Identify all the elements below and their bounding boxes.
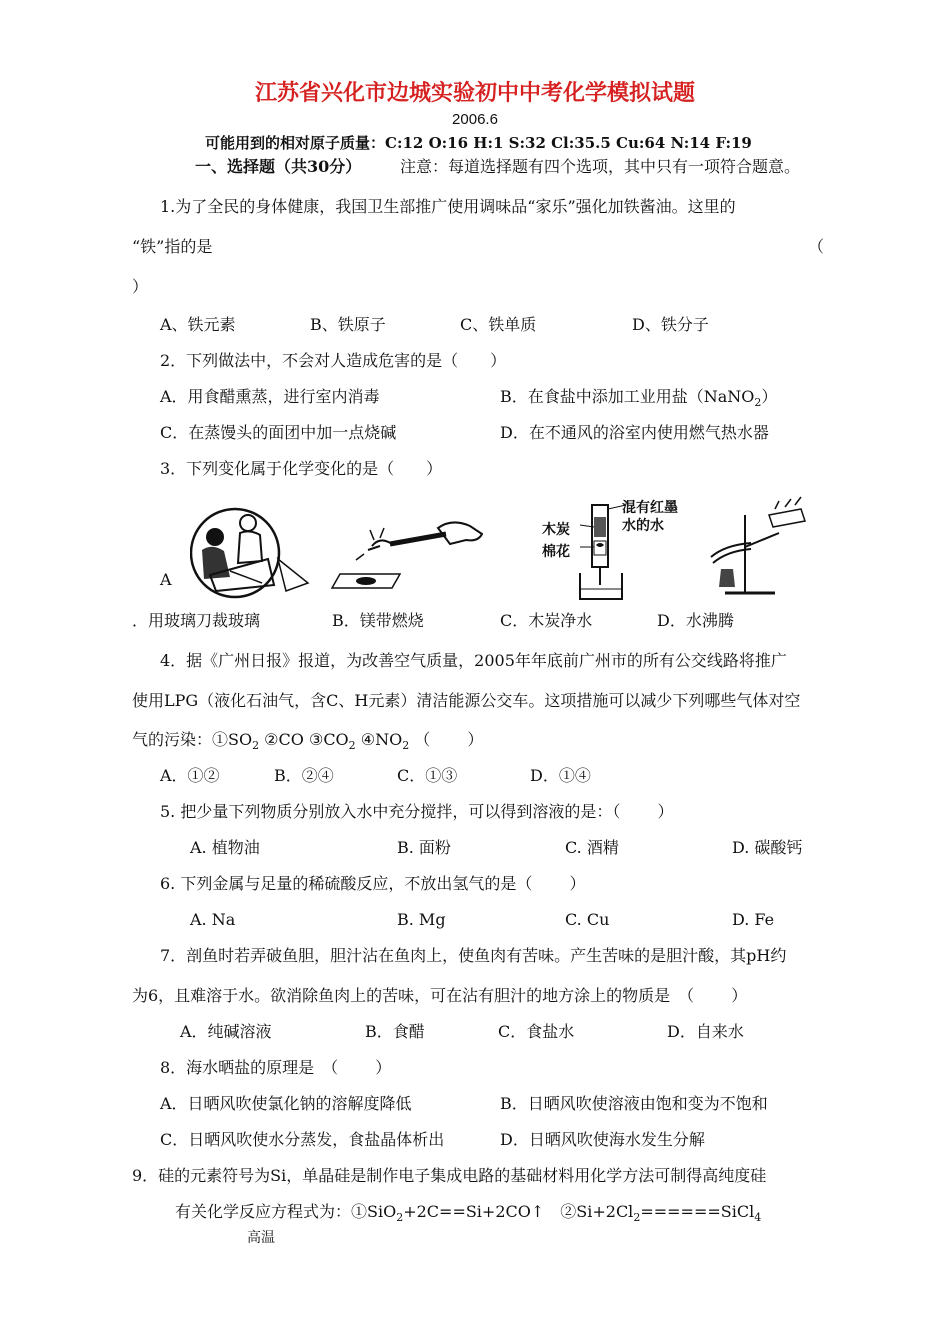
q4-line1: 4．据《广州日报》报道，为改善空气质量，2005年年底前广州市的所有公交线路将推广 [160, 651, 787, 670]
q4-line3-d: （ ） [409, 730, 484, 749]
q8-option-b: B．日晒风吹使溶液由饱和变为不饱和 [500, 1094, 768, 1113]
q7-option-c: C．食盐水 [498, 1022, 575, 1041]
q7-option-b: B．食醋 [365, 1022, 425, 1041]
fig-label-ink-water-1: 混有红墨 [622, 500, 678, 516]
q9-eq-a: 有关化学反应方程式为：①SiO [175, 1202, 397, 1221]
q4-option-c: C．①③ [397, 766, 458, 785]
q3-option-b: B．镁带燃烧 [332, 611, 424, 630]
q2-option-d: D．在不通风的浴室内使用燃气热水器 [500, 423, 769, 442]
q6-stem: 6. 下列金属与足量的稀硫酸反应，不放出氢气的是（ ） [160, 874, 586, 893]
q4-sub-so2: 2 [252, 739, 260, 753]
q5-option-c: C. 酒精 [565, 838, 619, 857]
section-note: 注意：每道选择题有四个选项，其中只有一项符合题意。 [400, 157, 801, 176]
q6-option-a: A. Na [190, 910, 236, 929]
q7-line1: 7．剖鱼时若弄破鱼胆，胆汁沾在鱼肉上，使鱼肉有苦味。产生苦味的是胆汁酸，其pH约 [160, 946, 787, 965]
q4-sub-co2: 2 [348, 739, 356, 753]
glass-cutting-figure [190, 495, 310, 600]
q2-b-sub: 2 [754, 396, 762, 410]
fig-label-cotton: 棉花 [542, 544, 570, 560]
q8-option-d: D．日晒风吹使海水发生分解 [500, 1130, 705, 1149]
q9-condition: 高温 [247, 1230, 275, 1246]
boiling-water-figure [705, 495, 815, 600]
atomic-masses: 可能用到的相对原子质量：C:12 O:16 H:1 S:32 Cl:35.5 Cu:64 N:14 F:19 [205, 134, 752, 152]
q1-line2: “铁”指的是 [132, 237, 213, 256]
q4-option-d: D．①④ [530, 766, 591, 785]
q8-stem: 8．海水晒盐的原理是 （ ） [160, 1058, 392, 1077]
q8-option-a: A．日晒风吹使氯化钠的溶解度降低 [160, 1094, 412, 1113]
fig-label-ink-water-2: 水的水 [622, 518, 664, 534]
q5-option-b: B. 面粉 [397, 838, 451, 857]
q4-line3-c: ④NO [355, 730, 403, 749]
q4-line3-a: 气的污染：①SO [132, 730, 253, 749]
q6-option-d: D. Fe [732, 910, 775, 929]
q1-option-a: A、铁元素 [160, 315, 236, 334]
q6-option-b: B. Mg [397, 910, 446, 929]
q9-equation [175, 1202, 762, 1225]
q7-option-d: D．自来水 [667, 1022, 744, 1041]
page-title: 江苏省兴化市边城实验初中中考化学模拟试题 [254, 81, 695, 106]
q7-line2: 为6，且难溶于水。欲消除鱼肉上的苦味，可在沾有胆汁的地方涂上的物质是 （ ） [132, 986, 748, 1005]
q5-option-a: A. 植物油 [190, 838, 260, 857]
q1-paren-open: （ [808, 237, 825, 256]
q9-eq-sub3: 4 [754, 1211, 762, 1225]
q4-line2: 使用LPG（液化石油气，含C、H元素）清洁能源公交车。这项措施可以减少下列哪些气体对空 [132, 691, 801, 710]
q2-option-c: C．在蒸馒头的面团中加一点烧碱 [160, 423, 397, 442]
q9-eq-b: +2C==Si+2CO↑ ②Si+2Cl [403, 1202, 634, 1221]
q9-eq-sub1: 2 [396, 1211, 404, 1225]
exam-date: 2006.6 [452, 111, 498, 128]
q2-b-text: B．在食盐中添加工业用盐（NaNO [500, 387, 755, 406]
q1-option-d: D、铁分子 [632, 315, 709, 334]
q4-line3 [132, 730, 484, 753]
q4-option-a: A．①② [160, 766, 220, 785]
q3-stem: 3．下列变化属于化学变化的是（ ） [160, 459, 443, 478]
q1-option-b: B、铁原子 [310, 315, 386, 334]
q4-sub-no2: 2 [402, 739, 410, 753]
q2-option-b [500, 387, 778, 410]
q8-option-c: C．日晒风吹使水分蒸发，食盐晶体析出 [160, 1130, 445, 1149]
q2-b-close: ） [761, 387, 778, 406]
section-title: 一、选择题（共30分） [195, 157, 362, 176]
q3-option-c: C．木炭净水 [500, 611, 593, 630]
q1-paren-close: ） [132, 277, 149, 296]
q5-option-d: D. 碳酸钙 [732, 838, 803, 857]
fig-label-charcoal: 木炭 [542, 522, 570, 538]
q4-line3-b: ②CO ③CO [259, 730, 349, 749]
q4-option-b: B．②④ [274, 766, 334, 785]
q3-option-d: D．水沸腾 [657, 611, 734, 630]
q1-option-c: C、铁单质 [460, 315, 537, 334]
q9-eq-c: ======SiCl [640, 1202, 755, 1221]
q5-stem: 5. 把少量下列物质分别放入水中充分搅拌，可以得到溶液的是：（ ） [160, 802, 674, 821]
q2-stem: 2．下列做法中，不会对人造成危害的是（ ） [160, 351, 507, 370]
q7-option-a: A．纯碱溶液 [180, 1022, 272, 1041]
q6-option-c: C. Cu [565, 910, 610, 929]
q2-option-a: A．用食醋熏蒸，进行室内消毒 [160, 387, 380, 406]
q1-line1: 1.为了全民的身体健康，我国卫生部推广使用调味品“家乐”强化加铁酱油。这里的 [160, 197, 736, 216]
q9-line1: 9．硅的元素符号为Si，单晶硅是制作电子集成电路的基础材料用化学方法可制得高纯度硅 [132, 1166, 767, 1185]
q3-option-a-letter: A [160, 570, 172, 589]
q3-option-a: ．用玻璃刀裁玻璃 [132, 611, 261, 630]
q9-eq-sub2: 2 [633, 1211, 641, 1225]
magnesium-burning-figure [320, 500, 490, 595]
section-heading [195, 157, 361, 177]
